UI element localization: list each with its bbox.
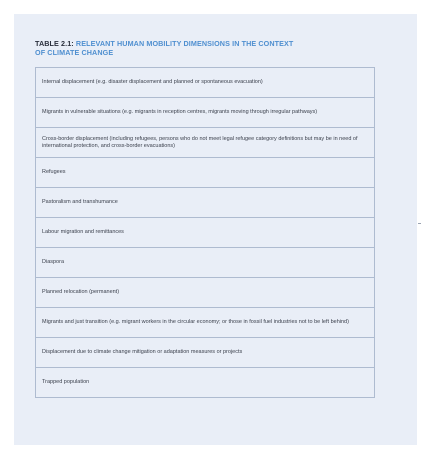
- table-row: Diaspora: [35, 248, 375, 278]
- table-row: Planned relocation (permanent): [35, 278, 375, 308]
- table-row: Displacement due to climate change mitigation or adaptation measures or projects: [35, 338, 375, 368]
- table-row: Migrants and just transition (e.g. migrant workers in the circular economy; or those in fossil fuel industries not to be left behind): [35, 308, 375, 338]
- table-row: Cross-border displacement (including refugees, persons who do not meet legal refugee category definitions but may be in need of international protection, and cross-border evacuations): [35, 128, 375, 158]
- table-title: [35, 39, 375, 57]
- table-title-line2: OF CLIMATE CHANGE: [35, 48, 114, 57]
- table-row: Internal displacement (e.g. disaster displacement and planned or spontaneous evacuation): [35, 68, 375, 98]
- table-row: Migrants in vulnerable situations (e.g. migrants in reception centres, migrants moving through irregular pathways): [35, 98, 375, 128]
- table-row: Refugees: [35, 158, 375, 188]
- edge-mark: [418, 223, 421, 224]
- table-number: TABLE 2.1:: [35, 39, 74, 48]
- mobility-dimensions-table: [35, 67, 375, 398]
- table-row: Pastoralism and transhumance: [35, 188, 375, 218]
- table-row: Trapped population: [35, 368, 375, 398]
- table-row: Labour migration and remittances: [35, 218, 375, 248]
- table-title-line1: RELEVANT HUMAN MOBILITY DIMENSIONS IN THE CONTEXT: [75, 39, 294, 48]
